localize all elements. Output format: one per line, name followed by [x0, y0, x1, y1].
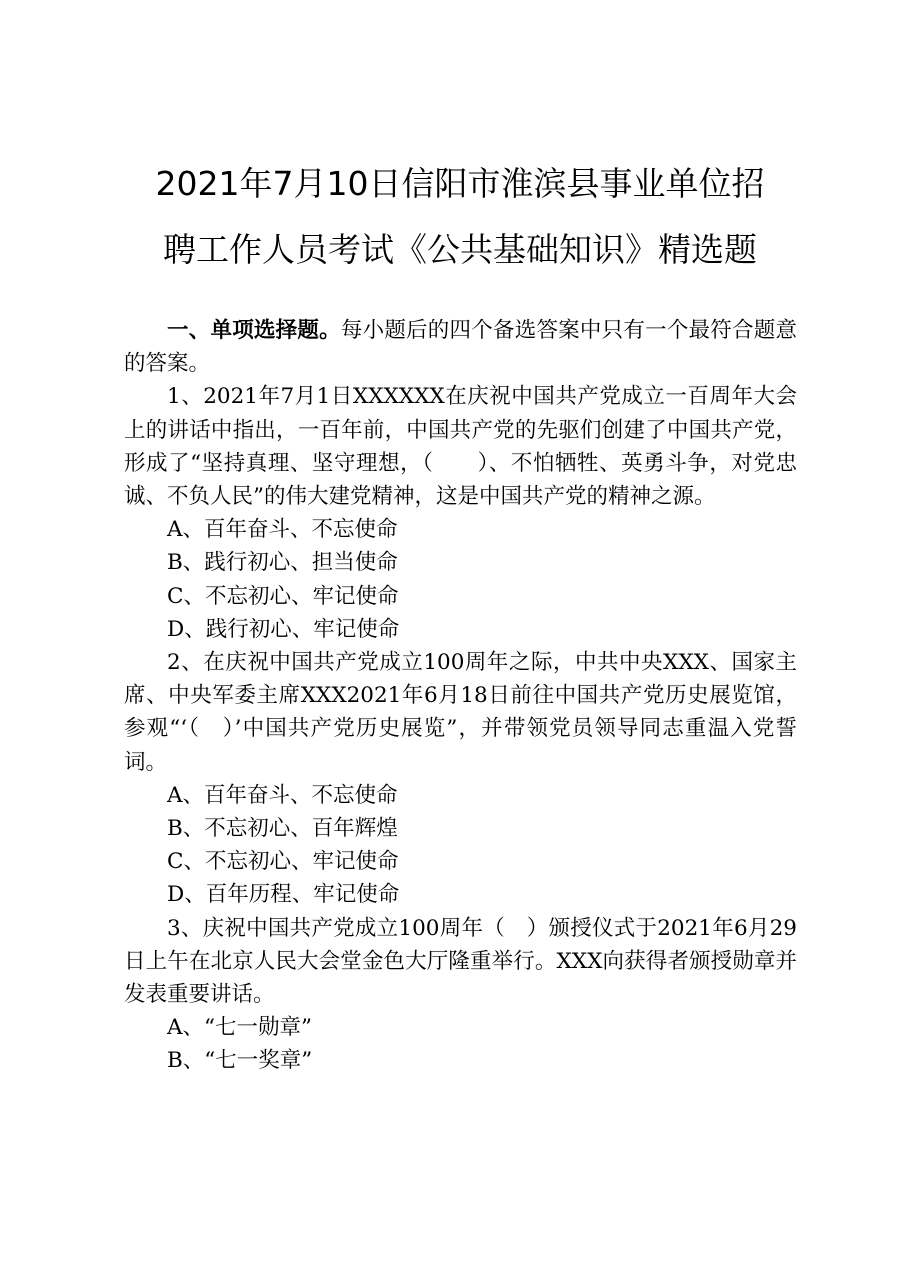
- question-2-option-c: C、不忘初心、牢记使命: [167, 849, 399, 875]
- question-1-option-a: A、百年奋斗、不忘使命: [167, 517, 398, 543]
- section-heading: 一、单项选择题。: [167, 318, 341, 343]
- document-body: [124, 314, 797, 1078]
- question-1-option-d: D、践行初心、牢记使命: [167, 616, 400, 642]
- question-3-option-a: A、“七一勋章”: [167, 1015, 313, 1041]
- question-3-option-b: B、“七一奖章”: [167, 1048, 313, 1074]
- question-stem-1: 1、2021年7月1日XXXXXX在庆祝中国共产党成立一百周年大会上的讲话中指出，一百年前，中国共产党的先驱们创建了中国共产党，形成了“坚持真理、坚守理想，（ ）、不怕牺牲、英勇斗争，对党忠诚、不负人民”的伟大建党精神，这是中国共产党的精神之源。: [124, 384, 797, 510]
- question-1-option-c: C、不忘初心、牢记使命: [167, 583, 399, 609]
- question-1-option-b: B、践行初心、担当使命: [167, 550, 398, 576]
- document-title-line-2: 聘工作人员考试《公共基础知识》精选题: [163, 230, 757, 269]
- question-2-option-b: B、不忘初心、百年辉煌: [167, 816, 398, 842]
- section-intro: [124, 314, 797, 380]
- question-stem-2: 2、在庆祝中国共产党成立100周年之际，中共中央XXX、国家主席、中央军委主席XXX2021年6月18日前往中国共产党历史展览馆，参观“‘（ ）’中国共产党历史展览”，并带领党员领导同志重温入党誓词。: [124, 650, 797, 775]
- question-2-option-a: A、百年奋斗、不忘使命: [167, 782, 398, 808]
- question-stem-3: 3、庆祝中国共产党成立100周年（ ）颁授仪式于2021年6月29日上午在北京人民大会堂金色大厅隆重举行。XXX向获得者颁授勋章并发表重要讲话。: [124, 915, 797, 1008]
- section-instruction: 每小题后的四个备选答案中只有一个最符合题意的答案。: [124, 318, 797, 377]
- document-title-line-1: 2021年7月10日信阳市淮滨县事业单位招: [155, 164, 765, 203]
- question-2-option-d: D、百年历程、牢记使命: [167, 882, 400, 908]
